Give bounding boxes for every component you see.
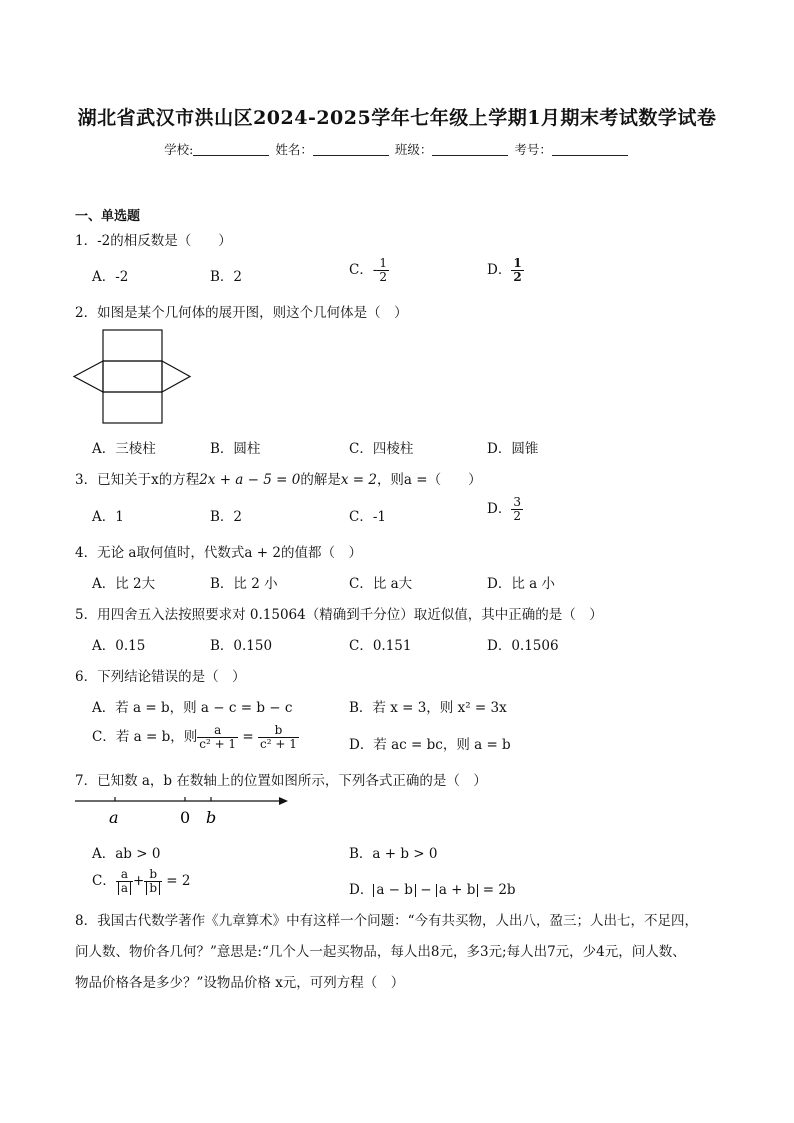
net-face-middle (103, 361, 162, 392)
name-blank[interactable] (313, 141, 389, 156)
q3-option-a[interactable]: A．1 (92, 509, 124, 525)
q3-option-d-prefix: D． (487, 501, 512, 517)
fraction-numerator: 1 (513, 256, 522, 270)
q7-option-d-abs-1: a − b (373, 884, 416, 897)
q7-option-d-prefix: D． (349, 882, 374, 898)
school-label: 学校: (164, 142, 194, 157)
fraction-denominator: 2 (513, 509, 521, 523)
q7-option-d-equals: = 2b (482, 882, 516, 898)
q7-option-c-fraction-1 (116, 868, 133, 895)
school-blank[interactable] (193, 141, 269, 156)
q1-option-c-fraction (377, 257, 389, 284)
class-blank[interactable] (432, 141, 508, 156)
absolute-value: a (118, 882, 131, 895)
q2-option-d[interactable]: D．圆锥 (487, 441, 539, 457)
fraction-denominator (116, 882, 133, 895)
q7-option-c-equals: = 2 (166, 873, 191, 889)
prism-net-figure (72, 328, 194, 426)
question-6: 6．下列结论错误的是（ ） (75, 669, 246, 685)
q6-option-c-equals: = (242, 729, 254, 745)
q4-option-a[interactable]: A．比 2大 (92, 576, 156, 592)
q4-option-d[interactable]: D．比 a 小 (487, 576, 555, 592)
question-5: 5．用四舍五入法按照要求对 0.15064（精确到千分位）取近似值，其中正确的是（ ） (75, 607, 603, 623)
number-label: 考号： (514, 142, 552, 157)
fraction-denominator (144, 882, 162, 895)
q6-option-c-fraction-1 (197, 724, 238, 751)
fraction-numerator: a (197, 724, 238, 738)
fraction-numerator: 1 (379, 256, 388, 270)
net-face-top (103, 330, 162, 361)
q6-option-c-fraction-2 (258, 724, 299, 751)
fraction-numerator: a (116, 868, 133, 882)
question-7: 7．已知数 a，b 在数轴上的位置如图所示，下列各式正确的是（ ） (75, 773, 487, 789)
q3-option-c[interactable]: C．-1 (349, 509, 386, 525)
q3-text-end: ，则a =（ ） (376, 472, 482, 488)
q3-option-b[interactable]: B．2 (210, 509, 243, 525)
q6-option-a[interactable]: A．若 a = b，则 a − c = b − c (92, 700, 293, 716)
q5-option-c[interactable]: C．0.151 (349, 638, 412, 654)
label-zero: 0 (180, 808, 191, 827)
q7-option-c[interactable] (92, 868, 191, 895)
question-1: 1．-2的相反数是（ ） (75, 233, 232, 249)
fraction-numerator: b (258, 724, 299, 738)
q1-option-d-fraction (511, 257, 523, 284)
question-8 (75, 906, 725, 999)
q7-option-a[interactable]: A．ab > 0 (92, 846, 161, 862)
q1-option-a[interactable]: A．-2 (92, 269, 129, 285)
section-heading: 一、单选题 (75, 209, 141, 224)
q7-option-b[interactable]: B．a + b > 0 (349, 846, 438, 862)
label-b: b (206, 808, 217, 827)
q5-option-a[interactable]: A．0.15 (92, 638, 146, 654)
q1-option-c-prefix: C．- (349, 262, 378, 278)
q7-option-c-fraction-2 (144, 868, 162, 895)
question-3 (75, 468, 482, 488)
q2-option-a[interactable]: A．三棱柱 (92, 441, 156, 457)
absolute-value: b (146, 882, 160, 895)
q3-equation: 2x + a − 5 = 0 (199, 472, 301, 488)
q7-option-d-abs-2: a + b (436, 884, 479, 897)
q1-option-d[interactable] (487, 257, 524, 284)
fraction-numerator: b (144, 868, 162, 882)
label-a: a (109, 808, 119, 827)
fraction-denominator: 2 (379, 270, 388, 284)
q4-option-b[interactable]: B．比 2 小 (210, 576, 278, 592)
number-blank[interactable] (552, 141, 628, 156)
q3-text-prefix: 3．已知关于x的方程 (75, 472, 200, 488)
number-line-arrow-icon (279, 797, 288, 805)
student-info-line (0, 140, 794, 158)
q6-option-c[interactable] (92, 724, 299, 751)
q8-line-1: 8．我国古代数学著作《九章算术》中有这样一个问题：“今有共买物，人出八，盈三；人出七，不足四， (75, 913, 698, 929)
q2-option-b[interactable]: B．圆柱 (210, 441, 261, 457)
q1-option-c[interactable] (349, 257, 389, 284)
q7-option-d[interactable] (349, 878, 516, 898)
fraction-numerator: 3 (513, 495, 521, 509)
q3-solution: x = 2 (340, 472, 377, 488)
q6-option-b[interactable]: B．若 x = 3，则 x² = 3x (349, 700, 507, 716)
q2-option-c[interactable]: C．四棱柱 (349, 441, 414, 457)
class-label: 班级： (394, 142, 433, 157)
q7-option-c-prefix: C． (92, 873, 116, 889)
q7-option-c-plus: + (133, 873, 145, 889)
q4-option-c[interactable]: C．比 a大 (349, 576, 413, 592)
q5-option-d[interactable]: D．0.1506 (487, 638, 559, 654)
net-triangle-left (74, 361, 103, 392)
net-triangle-right (162, 361, 190, 392)
q6-option-c-prefix: C．若 a = b，则 (92, 729, 198, 745)
number-line-figure (74, 790, 294, 830)
q3-text-mid: 的解是 (300, 472, 341, 488)
q8-line-3: 物品价格各是多少？”设物品价格 x元，可列方程（ ） (75, 975, 405, 991)
q7-option-d-minus: − (420, 882, 432, 898)
q3-option-d-fraction (511, 496, 523, 523)
fraction-denominator: c² + 1 (259, 737, 297, 751)
fraction-denominator: 2 (513, 270, 522, 284)
net-face-bottom (103, 392, 162, 423)
q1-option-d-prefix: D． (487, 262, 512, 278)
question-2: 2．如图是某个几何体的展开图，则这个几何体是（ ） (75, 305, 408, 321)
q8-line-2: 问人数、物价各几何？”意思是:“几个人一起买物品，每人出8元，多3元;每人出7元，少4元，问人数、 (75, 944, 686, 960)
fraction-denominator: c² + 1 (199, 737, 237, 751)
q6-option-d[interactable]: D．若 ac = bc，则 a = b (349, 737, 511, 753)
q1-option-b[interactable]: B．2 (210, 269, 243, 285)
page-title: 湖北省武汉市洪山区2024-2025学年七年级上学期1月期末考试数学试卷 (77, 107, 717, 129)
name-label: 姓名： (275, 142, 313, 157)
question-4: 4．无论 a取何值时，代数式a + 2的值都（ ） (75, 545, 362, 561)
q3-option-d[interactable] (487, 496, 523, 523)
q5-option-b[interactable]: B．0.150 (210, 638, 273, 654)
